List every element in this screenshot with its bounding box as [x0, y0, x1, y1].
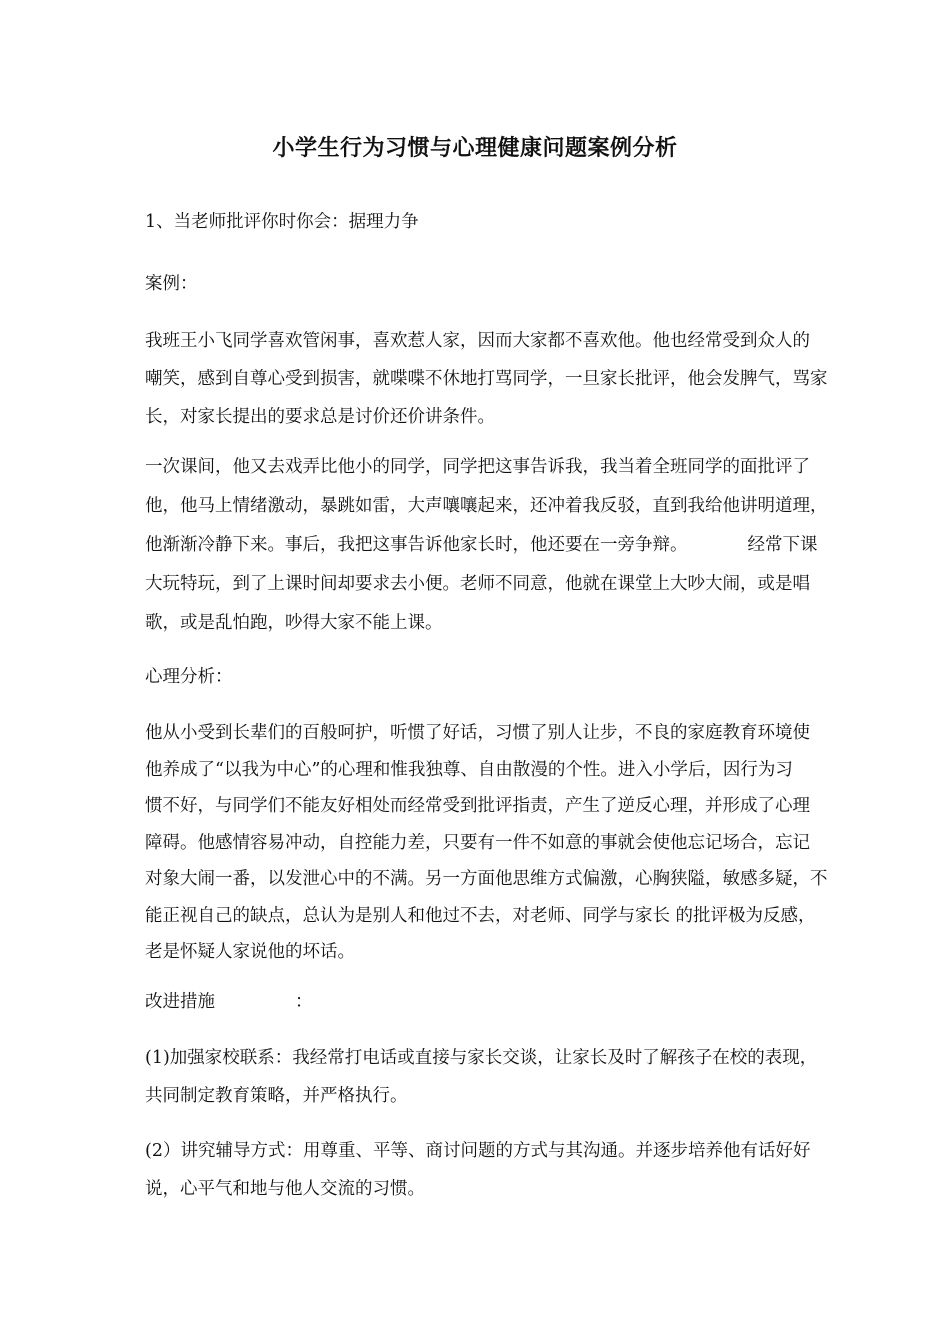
- measures-label-text: 改进措施: [145, 992, 215, 1012]
- paragraph-line-tail: 经常下课: [747, 535, 818, 555]
- paragraph-line-text: 他渐渐冷静下来。事后，我把这事告诉他家长时，他还要在一旁争辩。: [145, 535, 688, 555]
- item-heading-text: 1、当老师批评你时你会：据理力争: [145, 212, 419, 232]
- paragraph-line: 老是怀疑人家说他的坏话。: [145, 942, 355, 962]
- paragraph-line: 他养成了“以我为中心”的心理和惟我独尊、自由散漫的个性。进入小学后，因行为习: [145, 759, 793, 780]
- paragraph-line: 他从小受到长辈们的百般呵护，听惯了好话，习惯了别人让步，不良的家庭教育环境使: [145, 723, 810, 743]
- paragraph-line: 我班王小飞同学喜欢管闲事，喜欢惹人家，因而大家都不喜欢他。他也经常受到众人的: [145, 331, 810, 351]
- paragraph-line: 障碍。他感情容易冲动，自控能力差，只要有一件不如意的事就会使他忘记场合，忘记: [145, 832, 810, 853]
- paragraph-line: 说，心平气和地与他人交流的习惯。: [145, 1179, 425, 1199]
- paragraph-line: 一次课间，他又去戏弄比他小的同学，同学把这事告诉我，我当着全班同学的面批评了: [145, 457, 810, 477]
- measures-label: [145, 983, 815, 1021]
- case-paragraph-2: [145, 448, 828, 643]
- measures-label-colon: ：: [295, 992, 313, 1012]
- analysis-label-text: 心理分析：: [145, 667, 233, 687]
- paragraph-line: 嘲笑，感到自尊心受到损害，就喋喋不休地打骂同学，一旦家长批评，他会发脾气，骂家: [145, 369, 828, 389]
- paragraph-line: 对象大闹一番，以发泄心中的不满。另一方面他思维方式偏激，心胸狭隘，敏感多疑，不: [145, 869, 828, 889]
- measures-label-line: [145, 983, 815, 1021]
- analysis-paragraph: [145, 715, 828, 971]
- case-label-text: 案例：: [145, 274, 198, 294]
- paragraph-line: [145, 526, 818, 565]
- paragraph-line: 惯不好，与同学们不能友好相处而经常受到批评指责，产生了逆反心理，并形成了心理: [145, 796, 810, 816]
- paragraph-line: 歌，或是乱怕跑，吵得大家不能上课。: [145, 613, 443, 633]
- paragraph-line: 他，他马上情绪激动，暴跳如雷，大声嚷嚷起来，还冲着我反驳，直到我给他讲明道理，: [145, 496, 828, 516]
- case-paragraph-1: [145, 322, 828, 436]
- measure-1: [145, 1039, 818, 1115]
- document-title: 小学生行为习惯与心理健康问题案例分析: [272, 135, 678, 161]
- paragraph-line: 长，对家长提出的要求总是讨价还价讲条件。: [145, 407, 495, 427]
- analysis-label: [145, 658, 815, 696]
- paragraph-line: (1)加强家校联系：我经常打电话或直接与家长交谈，让家长及时了解孩子在校的表现，: [145, 1048, 818, 1068]
- paragraph-line: 共同制定教育策略，并严格执行。: [145, 1086, 408, 1106]
- paragraph-line: 能正视自己的缺点，总认为是别人和他过不去，对老师、同学与家长 的批评极为反感，: [145, 905, 816, 926]
- paragraph-line: 大玩特玩，到了上课时间却要求去小便。老师不同意，他就在课堂上大吵大闹，或是唱: [145, 574, 810, 594]
- paragraph-line: (2）讲究辅导方式：用尊重、平等、商讨问题的方式与其沟通。并逐步培养他有话好好: [145, 1141, 811, 1161]
- case-label: [145, 265, 815, 303]
- item-heading: [145, 203, 815, 241]
- measure-2: [145, 1132, 815, 1208]
